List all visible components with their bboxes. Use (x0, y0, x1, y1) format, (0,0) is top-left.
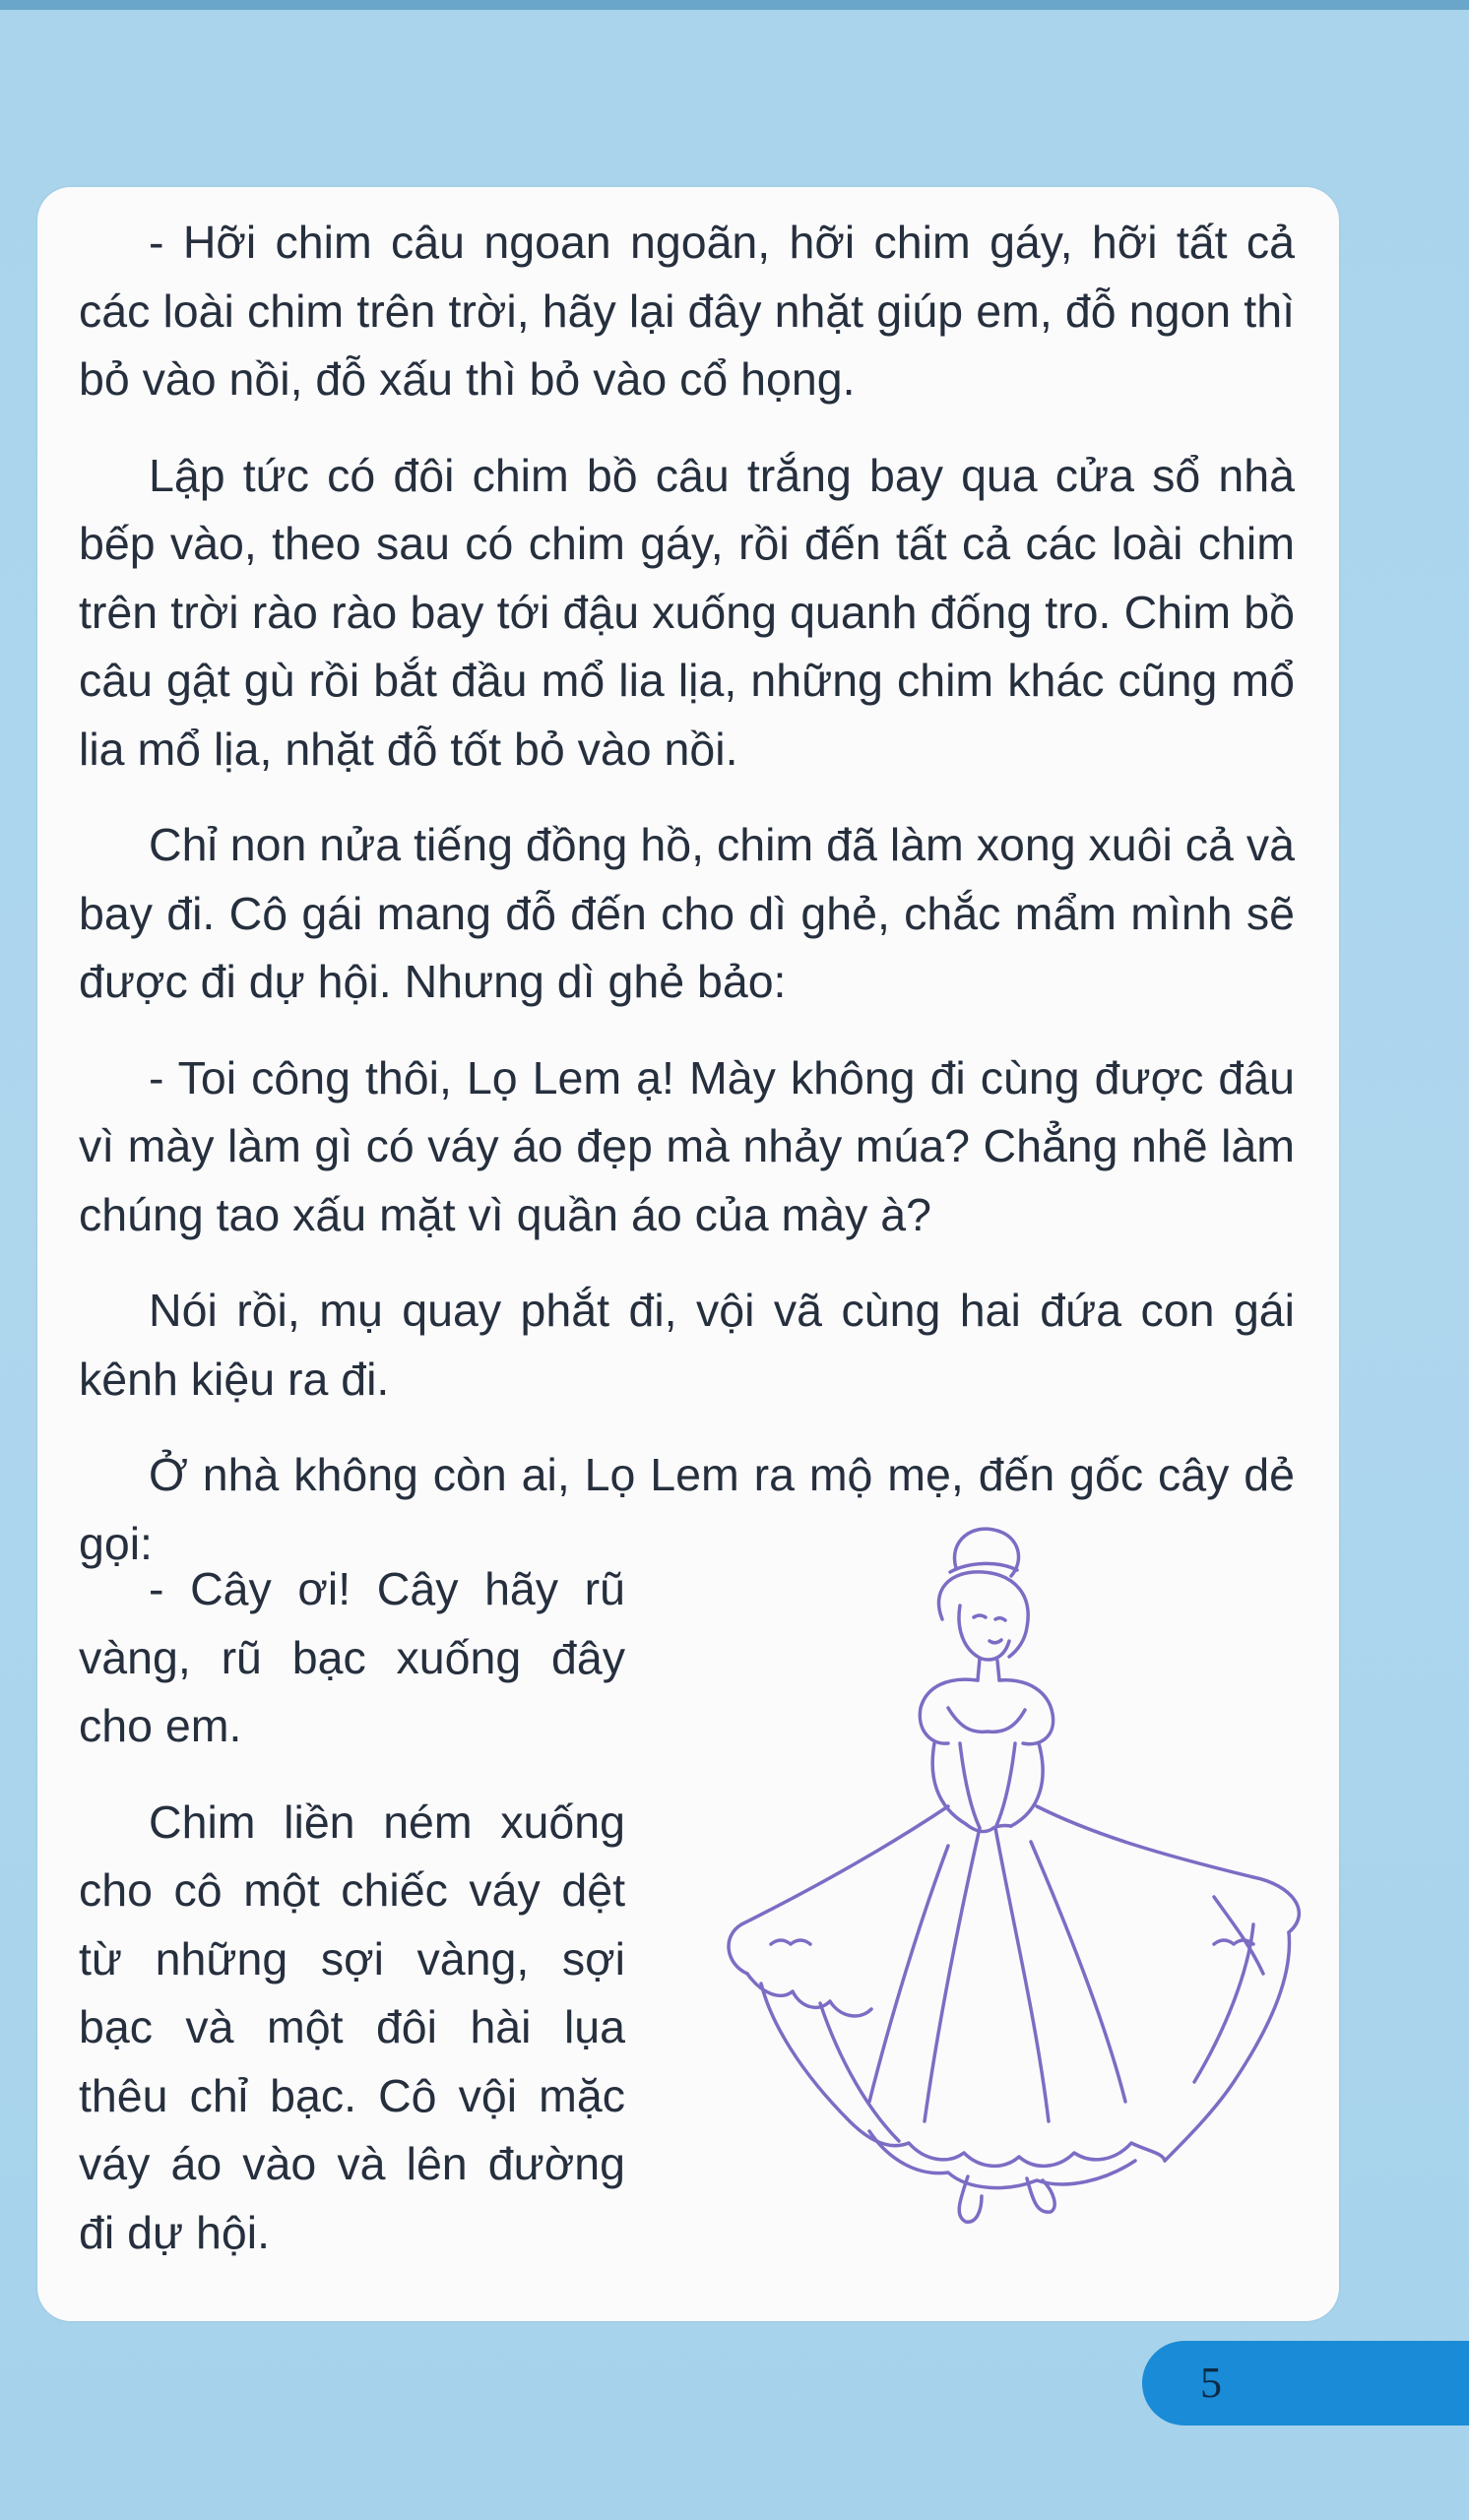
cinderella-illustration-icon (702, 1511, 1342, 2259)
page-top-edge (0, 0, 1469, 10)
paragraph-5: Nói rồi, mụ quay phắt đi, vội vã cùng hai đứa con gái kênh kiệu ra đi. (79, 1285, 1295, 1405)
story-text-beside-illustration (79, 1555, 625, 2295)
text-card (37, 187, 1339, 2321)
story-text (79, 209, 1295, 1606)
paragraph-8: Chim liền ném xuống cho cô một chiếc váy dệt từ những sợi vàng, sợi bạc và một đôi hài lụa thêu chỉ bạc. Cô vội mặc váy áo vào và lên đường đi dự hội. (79, 1796, 625, 2258)
paragraph-1: - Hỡi chim câu ngoan ngoãn, hỡi chim gáy, hỡi tất cả các loài chim trên trời, hãy lại đây nhặt giúp em, đỗ ngon thì bỏ vào nồi, đỗ xấu thì bỏ vào cổ họng. (79, 217, 1295, 405)
paragraph-6: Ở nhà không còn ai, Lọ Lem ra mộ mẹ, đến gốc cây dẻ gọi: (79, 1449, 1295, 1569)
page-number: 5 (1200, 2359, 1222, 2407)
paragraph-4: - Toi công thôi, Lọ Lem ạ! Mày không đi cùng được đâu vì mày làm gì có váy áo đẹp mà nhảy múa? Chẳng nhẽ làm chúng tao xấu mặt vì quần áo của mày à? (79, 1051, 1295, 1240)
paragraph-7: - Cây ơi! Cây hãy rũ vàng, rũ bạc xuống đây cho em. (79, 1563, 625, 1751)
paragraph-3: Chỉ non nửa tiếng đồng hồ, chim đã làm xong xuôi cả và bay đi. Cô gái mang đỗ đến cho dì ghẻ, chắc mẩm mình sẽ được đi dự hội. Nhưng dì ghẻ bảo: (79, 819, 1295, 1007)
paragraph-2: Lập tức có đôi chim bồ câu trắng bay qua cửa sổ nhà bếp vào, theo sau có chim gáy, rồi đến tất cả các loài chim trên trời rào rào bay tới đậu xuống quanh đống tro. Chim bồ câu gật gù rồi bắt đầu mổ lia lịa, những chim khác cũng mổ lia mổ lịa, nhặt đỗ tốt bỏ vào nồi. (79, 449, 1295, 775)
